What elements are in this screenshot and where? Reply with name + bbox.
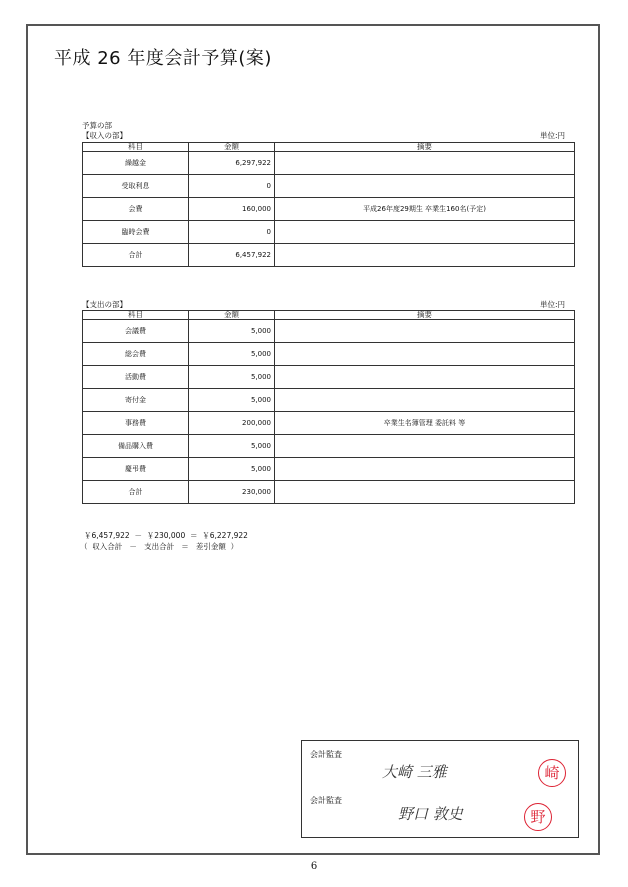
audit-box	[301, 740, 579, 838]
col-header-item: 科目	[83, 143, 189, 152]
balance-equation: ￥6,457,922 － ￥230,000 ＝ ￥6,227,922	[84, 531, 248, 540]
row-note	[275, 244, 575, 267]
row-item: 臨時会費	[83, 221, 189, 244]
row-item: 寄付金	[83, 389, 189, 412]
row-item: 備品購入費	[83, 435, 189, 458]
table-row	[83, 198, 575, 221]
row-note	[275, 389, 575, 412]
balance-equation-legend: （ 収入合計 － 支出合計 ＝ 差引金額 ）	[80, 542, 239, 551]
table-row	[83, 412, 575, 435]
table-row	[83, 458, 575, 481]
row-item: 活動費	[83, 366, 189, 389]
row-note: 平成26年度29期生 卒業生160名(予定)	[275, 198, 575, 221]
row-item: 受取利息	[83, 175, 189, 198]
row-amount: 5,000	[189, 458, 275, 481]
row-note	[275, 343, 575, 366]
table-row-total	[83, 244, 575, 267]
row-note	[275, 221, 575, 244]
row-amount: 5,000	[189, 320, 275, 343]
row-amount: 5,000	[189, 366, 275, 389]
row-amount: 5,000	[189, 343, 275, 366]
table-row	[83, 343, 575, 366]
row-item: 合計	[83, 244, 189, 267]
audit-label-1: 会計監査	[310, 750, 342, 759]
income-table	[82, 142, 575, 267]
audit-label-2: 会計監査	[310, 796, 342, 805]
expense-table	[82, 310, 575, 504]
row-item: 繰越金	[83, 152, 189, 175]
row-note	[275, 366, 575, 389]
table-row	[83, 366, 575, 389]
row-amount: 230,000	[189, 481, 275, 504]
row-amount: 0	[189, 221, 275, 244]
col-header-amount: 金額	[189, 311, 275, 320]
table-row	[83, 435, 575, 458]
audit-signature-2: 野口 敦史	[398, 805, 463, 823]
row-note: 卒業生名簿管理 委託料 等	[275, 412, 575, 435]
row-amount: 160,000	[189, 198, 275, 221]
row-note	[275, 458, 575, 481]
audit-signature-1: 大崎 三雅	[382, 763, 447, 781]
expense-label: 【支出の部】	[82, 300, 127, 309]
income-label: 【収入の部】	[82, 131, 127, 140]
row-note	[275, 152, 575, 175]
row-amount: 5,000	[189, 389, 275, 412]
page-number: 6	[310, 861, 318, 872]
row-amount: 6,457,922	[189, 244, 275, 267]
row-note	[275, 435, 575, 458]
row-item: 事務費	[83, 412, 189, 435]
row-amount: 5,000	[189, 435, 275, 458]
table-row-total	[83, 481, 575, 504]
row-note	[275, 481, 575, 504]
col-header-note: 摘要	[275, 143, 575, 152]
expense-header-row	[83, 311, 575, 320]
row-item: 総会費	[83, 343, 189, 366]
row-amount: 0	[189, 175, 275, 198]
table-row	[83, 152, 575, 175]
table-row	[83, 320, 575, 343]
page-title: 平成 26 年度会計予算(案)	[54, 48, 272, 69]
income-unit-label: 単位:円	[540, 131, 566, 140]
row-item: 会費	[83, 198, 189, 221]
row-item: 会議費	[83, 320, 189, 343]
row-amount: 200,000	[189, 412, 275, 435]
row-item: 慶弔費	[83, 458, 189, 481]
col-header-note: 摘要	[275, 311, 575, 320]
row-note	[275, 175, 575, 198]
audit-seal-1: 崎	[538, 759, 566, 787]
col-header-item: 科目	[83, 311, 189, 320]
table-row	[83, 175, 575, 198]
table-row	[83, 221, 575, 244]
table-row	[83, 389, 575, 412]
expense-unit-label: 単位:円	[540, 300, 566, 309]
row-item: 合計	[83, 481, 189, 504]
section-label: 予算の部	[82, 121, 112, 130]
row-amount: 6,297,922	[189, 152, 275, 175]
col-header-amount: 金額	[189, 143, 275, 152]
row-note	[275, 320, 575, 343]
income-header-row	[83, 143, 575, 152]
audit-seal-2: 野	[524, 803, 552, 831]
